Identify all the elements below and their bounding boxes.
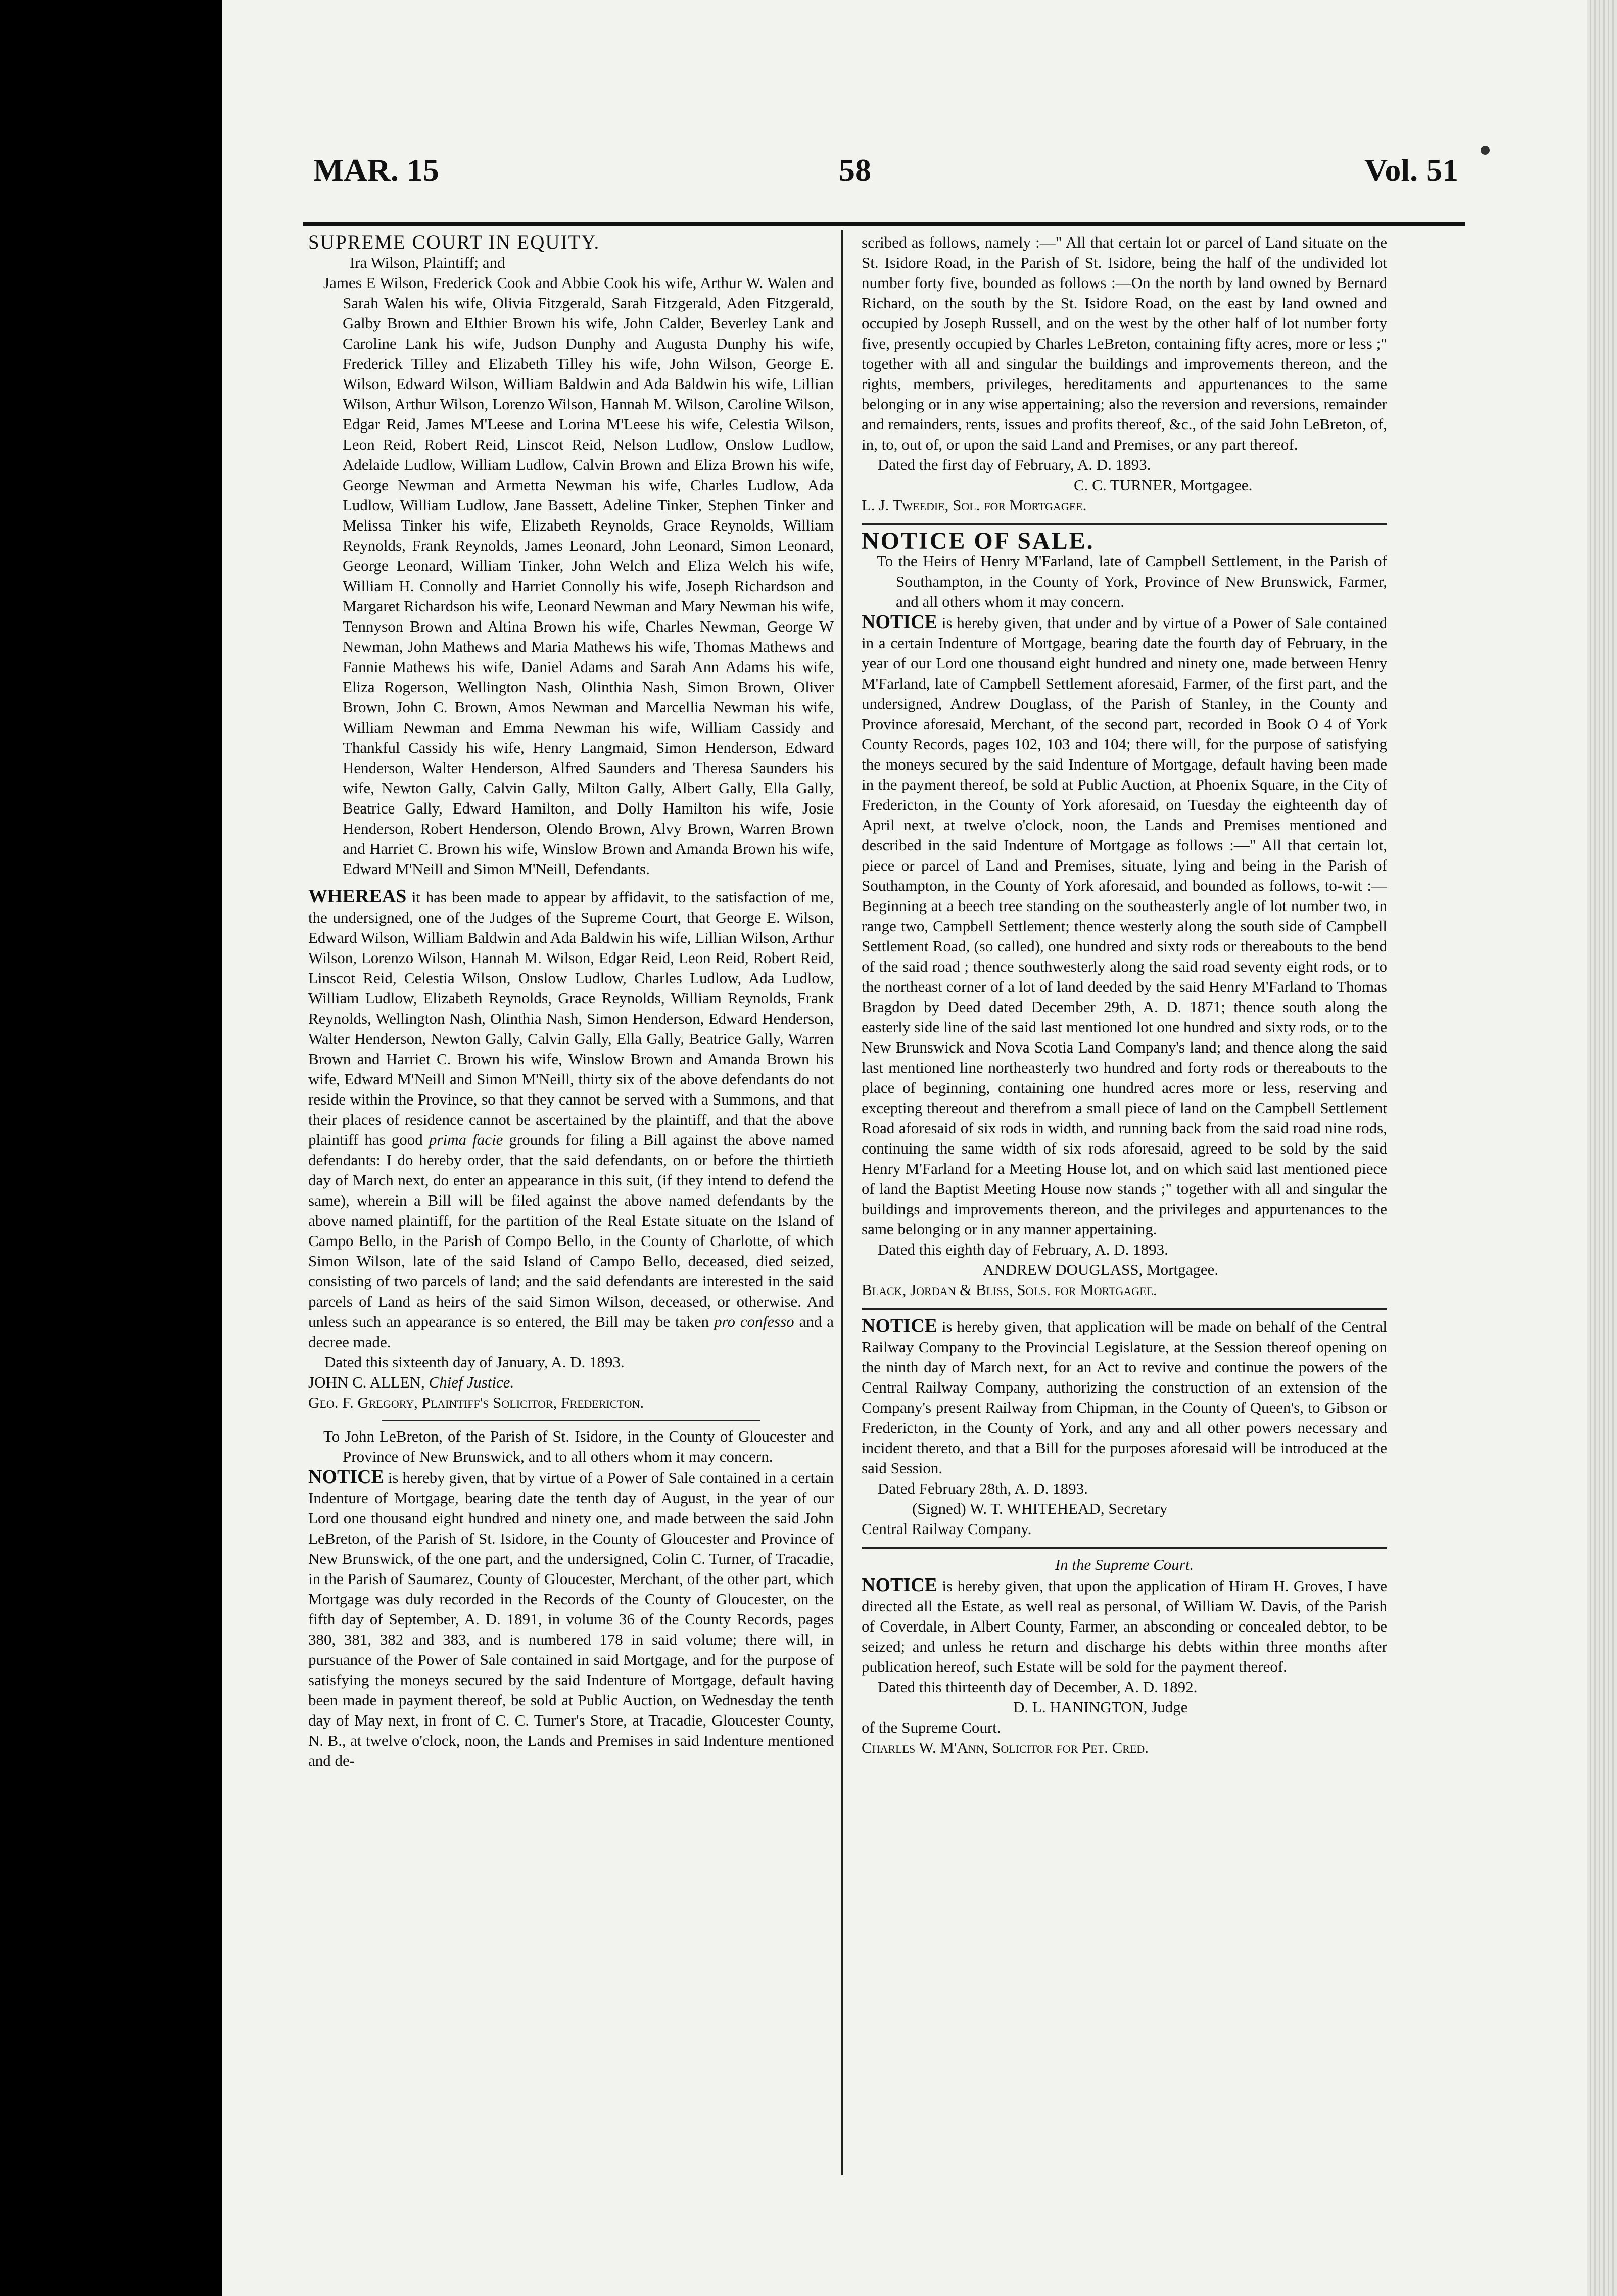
equity-body-3: and a decree made.: [308, 1313, 834, 1351]
left-column: [308, 232, 834, 1771]
sale-notice: [862, 612, 1387, 1239]
gazette-page: [222, 0, 1617, 2296]
notice-word: NOTICE: [862, 1574, 937, 1596]
sale-body: is hereby given, that under and by virtue of a Power of Sale contained in a certain Indenture of Mortgage, bearing date the fourth day of February, in the year of our Lord one thousand eight hundred and ninety one, made between Henry M'Farland, late of Campbell Settlement aforesaid, Farmer, of the first part, and the undersigned, Andrew Douglass, of the Parish of Stanley, in the County and Province aforesaid, Merchant, of the second part, recorded in Book O 4 of York County Records, pages 102, 103 and 104; there will, for the purpose of satisfying the moneys secured by the said Indenture of Mortgage, default having been made in the payment thereof, be sold at Public Auction, at Phoenix Square, in the City of Fredericton, in the County of York aforesaid, on Tuesday the eighteenth day of April next, at twelve o'clock, noon, the Lands and Premises mentioned and described in the said Indenture of Mortgage as follows :—" All that certain lot, piece or parcel of Land and Premises, situate, lying and being in the Parish of Southampton, in the County of York aforesaid, and bounded as follows, to-wit :—Beginning at a beech tree standing on the southeasterly angle of lot number two, in range two, Campbell Settlement; thence westerly along the south side of Campbell Settlement Road, (so called), one hundred and sixty rods or thereabouts to the bend of the said road ; thence southwesterly along the said road seventy eight rods, or to the northeast corner of a lot of land deeded by the said Henry M'Farland to Thomas Bragdon by Deed dated December 29th, A. D. 1871; thence south along the easterly side line of the said last mentioned lot one hundred and sixty rods, or to the New Brunswick and Nova Scotia Land Company's land; and thence along the said last mentioned line northeasterly two hundred and forty rods or thereabouts to the place of beginning, containing one hundred acres more or less, reserving and excepting thereout and therefrom a small piece of land on the Campbell Settlement Road aforesaid of six rods in width, and running back from the said road nine rods, continuing the same width of six rods aforesaid, agreed to be sold by the said Henry M'Farland for a Meeting House lot, and on which said last mentioned piece of land the Baptist Meeting House now stands ;" together with all and singular the buildings and improvements thereon, and the privileges and appurtenances to the same belonging or in any manner appertaining.: [862, 614, 1387, 1238]
sale-dated: Dated this eighth day of February, A. D. 1893.: [878, 1240, 1168, 1258]
equity-order: [308, 886, 834, 1352]
header-date: MAR. 15: [313, 152, 439, 188]
equity-solicitor: Geo. F. Gregory, Plaintiff's Solicitor, Fredericton.: [308, 1394, 644, 1411]
supreme-body: is hereby given, that upon the application of Hiram H. Groves, I have directed all the Estate, as well real as personal, of William W. Davis, of the Parish of Coverdale, in Albert County, Farmer, an absconding or concealed debtor, to be seized; and unless he return and discharge his debts within three months after publication hereof, such Estate will be sold for the payment thereof.: [862, 1577, 1387, 1676]
railway-company: Central Railway Company.: [862, 1520, 1032, 1538]
sale-signature: ANDREW DOUGLASS, Mortgagee.: [983, 1261, 1219, 1278]
sale-solicitor: Black, Jordan & Bliss, Sols. for Mortgagee.: [862, 1281, 1157, 1299]
equity-body-2: grounds for filing a Bill against the above named defendants: I do hereby order, that the said defendants, on or before the thirtieth day of March next, do enter an appearance in this suit, (if they intend to defend the same), wherein a Bill will be filed against the above named defendants by the above named plaintiff, for the partition of the Real Estate situate on the Island of Campo Bello, in the Parish of Compo Bello, in the County of Charlotte, of which Simon Wilson, late of the said Island of Campo Bello, deceased, died seized, consisting of two parcels of land; and the said defendants are interested in the said parcels of Land as heirs of the said Simon Wilson, deceased, or otherwise. And unless such an appearance is so entered, the Bill may be taken: [308, 1131, 834, 1330]
supreme-court-title: In the Supreme Court.: [1055, 1556, 1194, 1573]
pro-confesso: pro confesso: [714, 1313, 794, 1330]
railway-body: is hereby given, that application will be made on behalf of the Central Railway Company to the Provincial Legislature, at the Session thereof opening on the ninth day of March next, for an Act to revive and continue the powers of the Central Railway Company, authorizing the construction of an extension of the Company's present Railway from Chipman, in the County of Queen's, to Gibson or Fredericton, in the County of York, and any and all other powers necessary and incident thereto, and that a Bill for the purposes aforesaid will be introduced at the said Session.: [862, 1318, 1387, 1477]
whereas-word: WHEREAS: [308, 886, 407, 907]
supreme-signature-title: of the Supreme Court.: [862, 1718, 1001, 1736]
lebreton-notice: [308, 1467, 834, 1771]
page-number: 58: [839, 152, 871, 188]
notice-word: NOTICE: [308, 1466, 384, 1488]
judge-title: Chief Justice.: [429, 1373, 514, 1391]
ink-dot: [1481, 146, 1490, 155]
railway-notice: [862, 1316, 1387, 1478]
lebreton-address: To John LeBreton, of the Parish of St. Isidore, in the County of Gloucester and Province of New Brunswick, and to all others whom it may concern.: [323, 1427, 834, 1465]
lebreton-continued: scribed as follows, namely :—" All that certain lot or parcel of Land situate on the St. Isidore Road, in the Parish of St. Isidore, being the half of the undivided lot number forty five, bounded as follows :—On the north by land owned by Bernard Richard, on the south by the St. Isidore Road, on the east by land owned and occupied by Joseph Russell, and on the west by the other half of lot number forty five, presently occupied by Charles LeBreton, containing fifty acres, more or less ;" together with all and singular the buildings and improvements thereon, and the rights, members, privileges, hereditaments and appurtenances to the same belonging or in any wise appertaining; also the reversion and reversions, remainder and remainders, rents, issues and profits thereof, &c., of the said John LeBreton, of, in, to, out of, or upon the said Land and Premises, or any part thereof.: [862, 233, 1387, 453]
notice-word: NOTICE: [862, 611, 937, 633]
page-edge-strip: [1587, 0, 1617, 2296]
equity-judge: [308, 1372, 834, 1393]
notice-of-sale-title: NOTICE OF SALE.: [862, 528, 1095, 554]
lebreton-solicitor: L. J. Tweedie, Sol. for Mortgagee.: [862, 496, 1087, 514]
equity-plaintiff: Ira Wilson, Plaintiff; and: [350, 254, 505, 271]
supreme-notice: [862, 1575, 1387, 1677]
lebreton-signature: C. C. TURNER, Mortgagee.: [1074, 476, 1253, 494]
supreme-dated: Dated this thirteenth day of December, A. D. 1892.: [878, 1678, 1198, 1696]
right-column: [862, 232, 1387, 1758]
supreme-signature: D. L. HANINGTON, Judge: [1013, 1698, 1188, 1716]
separator: [382, 1420, 760, 1421]
volume-number: Vol. 51: [1364, 152, 1459, 188]
railway-signature: (Signed) W. T. WHITEHEAD, Secretary: [912, 1500, 1168, 1517]
equity-dated: Dated this sixteenth day of January, A. D. 1893.: [324, 1353, 625, 1371]
prima-facie: prima facie: [429, 1131, 503, 1149]
lebreton-body: is hereby given, that by virtue of a Power of Sale contained in a certain Indenture of Mortgage, bearing date the tenth day of August, in the year of our Lord one thousand eight hundred and ninety one, and made between the said John LeBreton, of the Parish of St. Isidore, in the County of Gloucester and Province of New Brunswick, of the one part, and the undersigned, Colin C. Turner, of Tracadie, in the Parish of Saumarez, County of Gloucester, Merchant, of the other part, which Mortgage was duly recorded in the Records of the County of Gloucester, on the fifth day of September, A. D. 1891, in volume 36 of the County Records, pages 380, 381, 382 and 383, and is numbered 178 in said volume; there will, in pursuance of the Power of Sale contained in said Mortgage, and for the purpose of satisfying the moneys secured by the said Indenture of Mortgage, default having been made in payment thereof, be sold at Public Auction, on Wednesday the tenth day of May next, in front of C. C. Turner's Store, at Tracadie, Gloucester County, N. B., at twelve o'clock, noon, the Lands and Premises in said Indenture mentioned and de-: [308, 1469, 834, 1769]
header-rule: [303, 222, 1465, 226]
equity-body-1: it has been made to appear by affidavit, to the satisfaction of me, the undersigned, one of the Judges of the Supreme Court, that George E. Wilson, Edward Wilson, William Baldwin and Ada Baldwin his wife, Lillian Wilson, Arthur Wilson, Lorenzo Wilson, Hannah M. Wilson, Edgar Reid, Leon Reid, Robert Reid, Linscot Reid, Celestia Wilson, Onslow Ludlow, Charles Ludlow, Ada Ludlow, William Ludlow, Elizabeth Reynolds, Grace Reynolds, William Reynolds, Frank Reynolds, Wellington Nash, Olinthia Nash, Simon Henderson, Edward Henderson, Walter Henderson, Newton Gally, Calvin Gally, Ella Gally, Beatrice Gally, Warren Brown and Harriet C. Brown his wife, Winslow Brown and Amanda Brown his wife, Edward M'Neill and Simon M'Neill, thirty six of the above defendants do not reside within the Province, so that they cannot be served with a Summons, and that their places of residence cannot be ascertained by the plaintiff, and that the above plaintiff has good: [308, 888, 834, 1149]
supreme-solicitor: Charles W. M'Ann, Solicitor for Pet. Cred.: [862, 1739, 1149, 1756]
railway-dated: Dated February 28th, A. D. 1893.: [878, 1479, 1088, 1497]
judge-name: JOHN C. ALLEN,: [308, 1373, 429, 1391]
separator: [862, 1547, 1387, 1549]
lebreton-dated: Dated the first day of February, A. D. 1893.: [878, 456, 1151, 473]
equity-defendants: James E Wilson, Frederick Cook and Abbie Cook his wife, Arthur W. Walen and Sarah Walen his wife, Olivia Fitzgerald, Sarah Fitzgerald, Aden Fitzgerald, Galby Brown and Elthier Brown his wife, John Calder, Beverley Lank and Caroline Lank his wife, Judson Dunphy and Augusta Dunphy his wife, Frederick Tilley and Elizabeth Tilley his wife, John Wilson, George E. Wilson, Edward Wilson, William Baldwin and Ada Baldwin his wife, Lillian Wilson, Arthur Wilson, Lorenzo Wilson, Hannah M. Wilson, Caroline Wilson, Edgar Reid, James M'Leese and Lorina M'Leese his wife, Celestia Wilson, Leon Reid, Robert Reid, Linscot Reid, Nelson Ludlow, Onslow Ludlow, Adelaide Ludlow, William Ludlow, Calvin Brown and Eliza Brown his wife, George Newman and Armetta Newman his wife, Charles Ludlow, Ada Ludlow, William Ludlow, Jane Bassett, Adeline Tinker, Stephen Tinker and Melissa Tinker his wife, Elizabeth Reynolds, Grace Reynolds, William Reynolds, Frank Reynolds, James Leonard, John Leonard, Simon Leonard, George Leonard, William Tinker, John Welch and Eliza Welch his wife, William H. Connolly and Harriet Connolly his wife, Joseph Richardson and Margaret Richardson his wife, Leonard Newman and Mary Newman his wife, Tennyson Brown and Altina Brown his wife, Charles Newman, George W Newman, John Mathews and Maria Mathews his wife, Thomas Mathews and Fannie Mathews his wife, Daniel Adams and Sarah Ann Adams his wife, Eliza Rogerson, Wellington Nash, Olinthia Nash, Simon Brown, Oliver Brown, John C. Brown, Amos Newman and Marcellia Newman his wife, William Newman and Emma Newman his wife, William Cassidy and Thankful Cassidy his wife, Henry Langmaid, Simon Henderson, Edward Henderson, Walter Henderson, Alfred Saunders and Theresa Saunders his wife, Newton Gally, Calvin Gally, Milton Gally, Albert Gally, Ella Gally, Beatrice Gally, Edward Hamilton, and Dolly Hamilton his wife, Josie Henderson, Robert Henderson, Olendo Brown, Alvy Brown, Warren Brown and Harriet C. Brown his wife, Winslow Brown and Amanda Brown his wife, Edward M'Neill and Simon M'Neill, Defendants.: [323, 274, 834, 878]
separator: [862, 1308, 1387, 1310]
column-divider: [841, 230, 843, 2175]
equity-title: SUPREME COURT IN EQUITY.: [308, 231, 600, 253]
separator: [862, 523, 1387, 525]
notice-word: NOTICE: [862, 1315, 937, 1336]
sale-address: To the Heirs of Henry M'Farland, late of Campbell Settlement, in the Parish of Southampton, in the County of York, Province of New Brunswick, Farmer, and all others whom it may concern.: [877, 552, 1387, 610]
